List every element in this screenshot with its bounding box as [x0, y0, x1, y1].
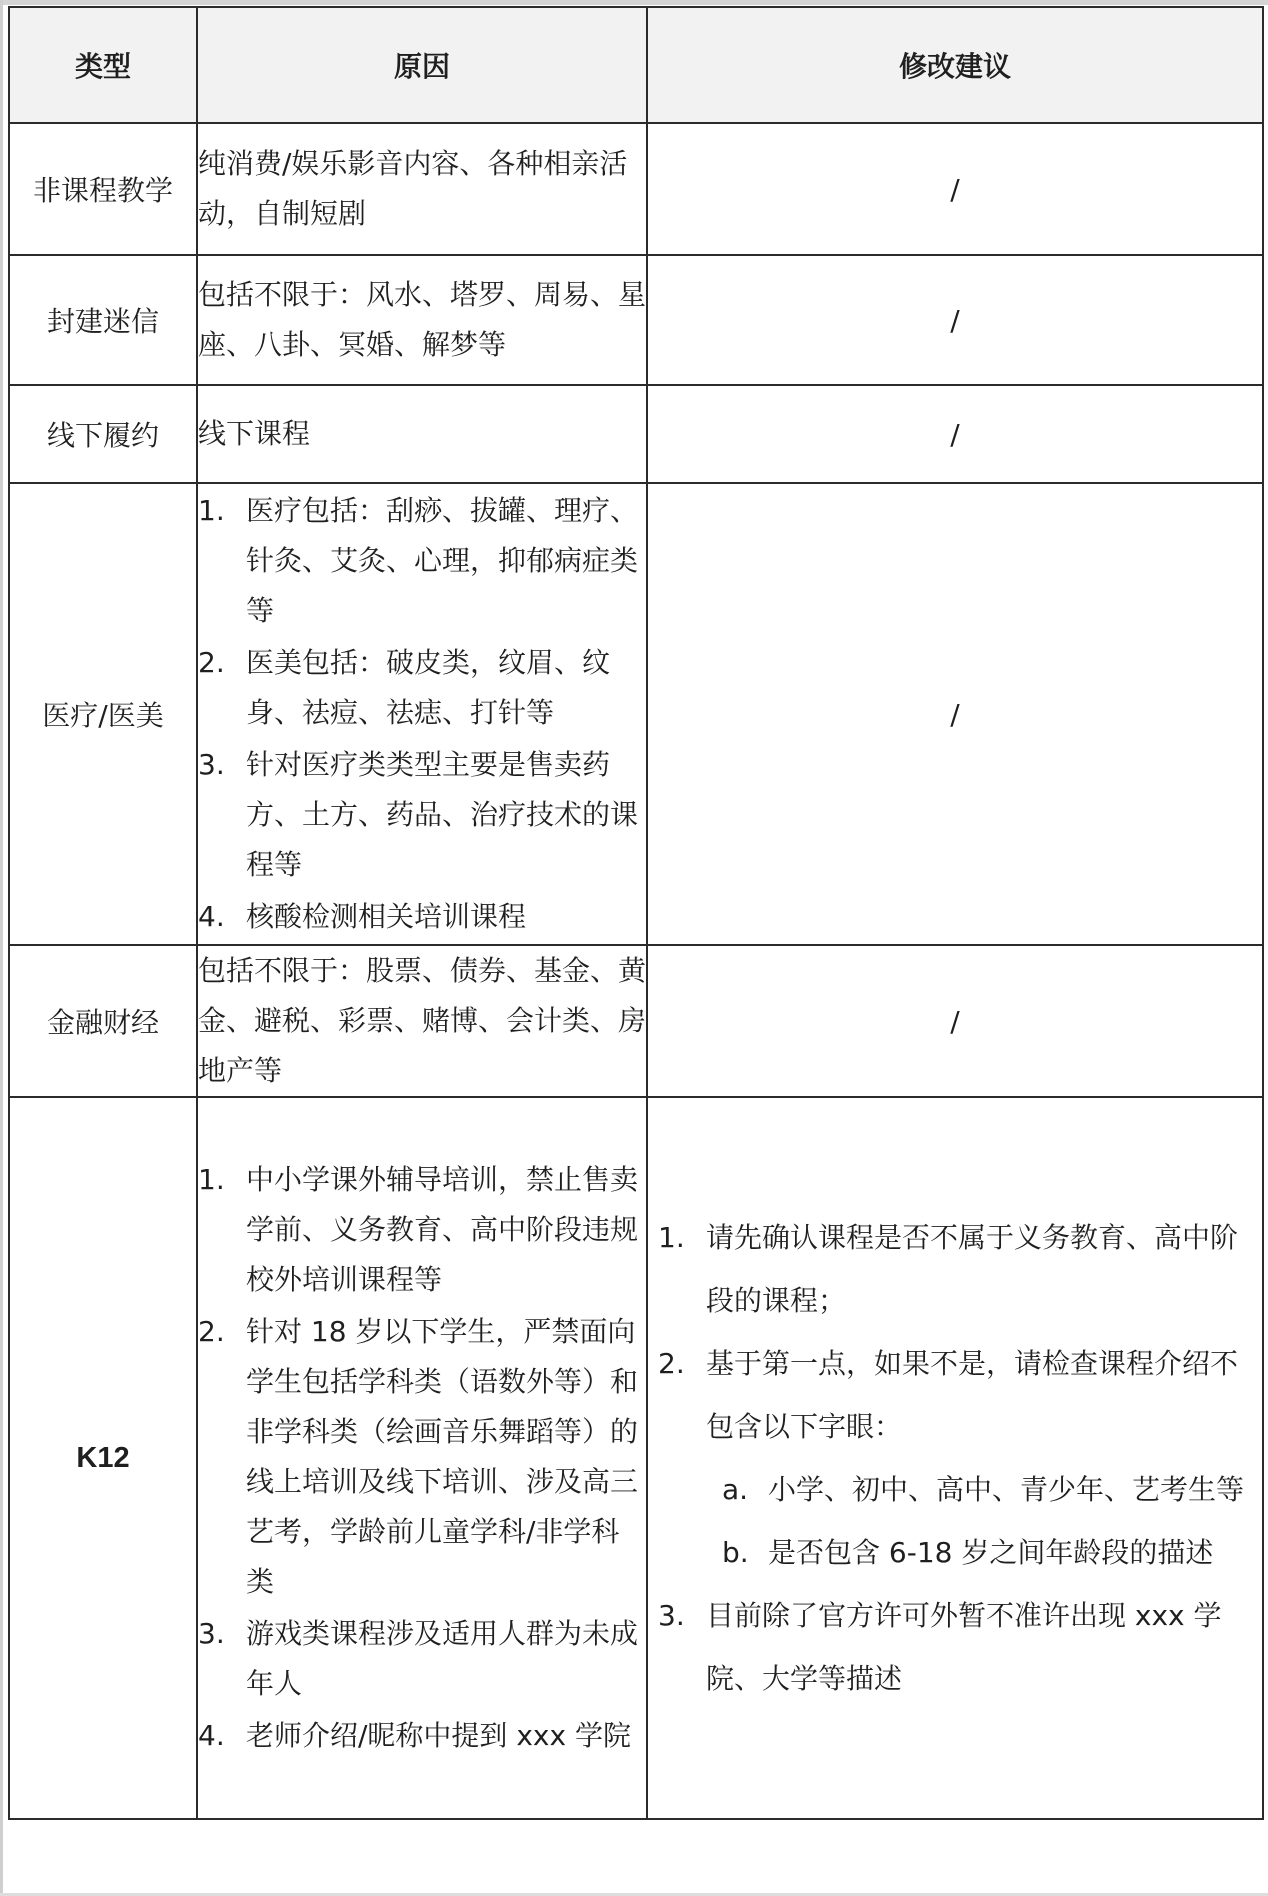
list-item-text: 小学、初中、高中、青少年、艺考生等: [768, 1473, 1245, 1506]
list-item: [198, 892, 646, 942]
row-type: 非课程教学: [9, 123, 197, 255]
list-item: [658, 1206, 1256, 1332]
row-reason: 包括不限于：股票、债券、基金、黄金、避税、彩票、赌博、会计类、房地产等: [197, 945, 647, 1097]
list-marker: 2.: [198, 1315, 225, 1348]
row-reason: [197, 483, 647, 945]
list-item: [198, 1609, 646, 1709]
row-suggestion: /: [647, 385, 1263, 483]
top-edge-divider: [0, 0, 1268, 5]
list-marker: b.: [722, 1536, 749, 1569]
row-type: 医疗/医美: [9, 483, 197, 945]
row-type: 金融财经: [9, 945, 197, 1097]
row-type: 线下履约: [9, 385, 197, 483]
list-marker: 3.: [198, 748, 225, 781]
list-marker: a.: [722, 1473, 749, 1506]
row-type: 封建迷信: [9, 255, 197, 385]
row-reason: 线下课程: [197, 385, 647, 483]
review-rules-table: [8, 6, 1264, 1820]
list-marker: 1.: [658, 1221, 685, 1254]
list-item-text: 目前除了官方许可外暂不准许出现 xxx 学院、大学等描述: [706, 1599, 1222, 1695]
list-marker: 2.: [198, 646, 225, 679]
table-row-superstition: [9, 255, 1263, 385]
list-marker: 4.: [198, 1719, 225, 1752]
reason-list: [198, 486, 646, 942]
table-row-non-course: [9, 123, 1263, 255]
suggestion-list: [658, 1206, 1256, 1458]
list-item: [658, 1332, 1256, 1458]
row-reason: 包括不限于：风水、塔罗、周易、星座、八卦、冥婚、解梦等: [197, 255, 647, 385]
row-reason: [197, 1097, 647, 1819]
table-row-k12: [9, 1097, 1263, 1819]
row-suggestion: /: [647, 945, 1263, 1097]
list-item-text: 游戏类课程涉及适用人群为未成年人: [246, 1617, 639, 1700]
left-edge-divider: [0, 0, 3, 1896]
list-item-text: 老师介绍/昵称中提到 xxx 学院: [246, 1719, 631, 1752]
suggestion-list-continued: [658, 1584, 1256, 1710]
list-marker: 4.: [198, 900, 225, 933]
header-reason: 原因: [197, 7, 647, 123]
list-item-text: 核酸检测相关培训课程: [246, 900, 527, 933]
list-item-text: 基于第一点，如果不是，请检查课程介绍不包含以下字眼：: [706, 1347, 1239, 1443]
list-item-text: 请先确认课程是否不属于义务教育、高中阶段的课程；: [706, 1221, 1239, 1317]
list-item: [198, 740, 646, 890]
list-marker: 3.: [658, 1599, 685, 1632]
table-header-row: [9, 7, 1263, 123]
list-item-text: 中小学课外辅导培训，禁止售卖学前、义务教育、高中阶段违规校外培训课程等: [246, 1163, 639, 1296]
sub-list-item: [658, 1521, 1256, 1584]
row-suggestion: [647, 1097, 1263, 1819]
list-item-text: 医美包括：破皮类，纹眉、纹身、祛痘、祛痣、打针等: [246, 646, 611, 729]
list-item-text: 针对 18 岁以下学生，严禁面向学生包括学科类（语数外等）和非学科类（绘画音乐舞蹈等）的线上培训及线下培训、涉及高三艺考，学龄前儿童学科/非学科类: [246, 1315, 639, 1598]
row-suggestion: /: [647, 123, 1263, 255]
row-suggestion: /: [647, 483, 1263, 945]
list-marker: 2.: [658, 1347, 685, 1380]
list-item-text: 针对医疗类类型主要是售卖药方、土方、药品、治疗技术的课程等: [246, 748, 639, 881]
list-item: [198, 1307, 646, 1607]
list-marker: 1.: [198, 1163, 225, 1196]
table-row-medical: [9, 483, 1263, 945]
header-type: 类型: [9, 7, 197, 123]
list-item: [658, 1584, 1256, 1710]
list-item: [198, 1711, 646, 1761]
sub-list-item: [658, 1458, 1256, 1521]
list-item: [198, 486, 646, 636]
list-item: [198, 638, 646, 738]
list-item-text: 是否包含 6-18 岁之间年龄段的描述: [768, 1536, 1214, 1569]
list-item-text: 医疗包括：刮痧、拔罐、理疗、针灸、艾灸、心理，抑郁病症类等: [246, 494, 639, 627]
list-marker: 1.: [198, 494, 225, 527]
header-suggestion: 修改建议: [647, 7, 1263, 123]
table-row-offline: [9, 385, 1263, 483]
list-item: [198, 1155, 646, 1305]
row-suggestion: /: [647, 255, 1263, 385]
list-marker: 3.: [198, 1617, 225, 1650]
row-type: K12: [9, 1097, 197, 1819]
table-row-finance: [9, 945, 1263, 1097]
row-reason: 纯消费/娱乐影音内容、各种相亲活动，自制短剧: [197, 123, 647, 255]
suggestion-sublist: [658, 1458, 1256, 1584]
reason-list: [198, 1155, 646, 1761]
